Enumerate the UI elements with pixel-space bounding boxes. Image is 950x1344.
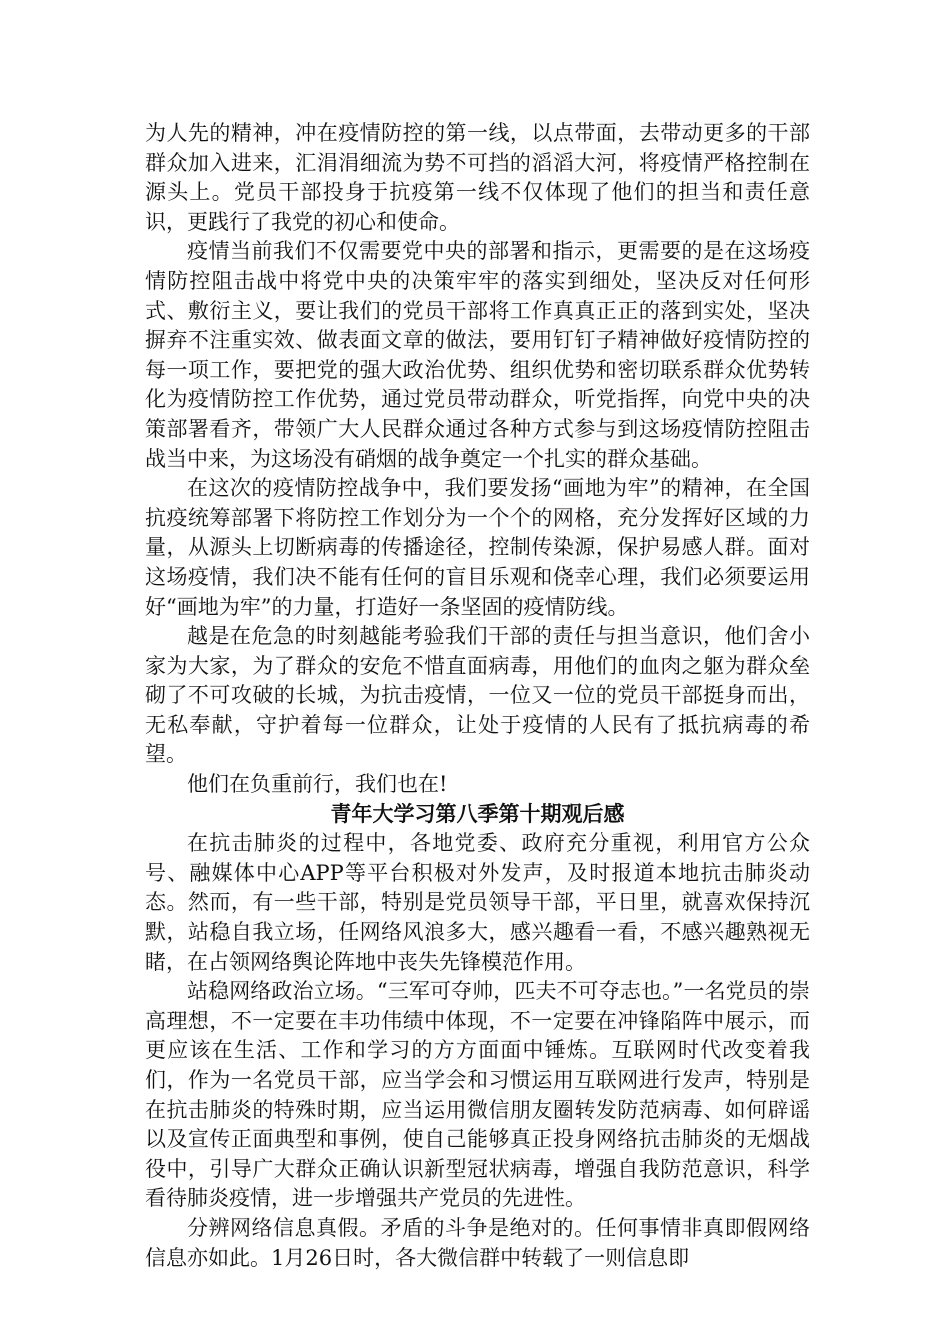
body-paragraph: 他们在负重前行，我们也在!: [187, 772, 448, 797]
body-paragraph: 疫情当前我们不仅需要党中央的部署和指示，更需要的是在这场疫情防控阻击战中将党中央的决策牢牢的落实到细处，坚决反对任何形式、敷衍主义，要让我们的党员干部将工作真真正正的落到实处，坚决摒弃不注重实效、做表面文章的做法，要用钉钉子精神做好疫情防控的每一项工作，要把党的强大政治优势、组织优势和密切联系群众优势转化为疫情防控工作优势，通过党员带动群众，听党指挥，向党中央的决策部署看齐，带领广大人民群众通过各种方式参与到这场疫情防控阻击战当中来，为这场没有硝烟的战争奠定一个扎实的群众基础。: [145, 239, 810, 471]
body-paragraph: 为人先的精神，冲在疫情防控的第一线，以点带面，去带动更多的干部群众加入进来，汇涓涓细流为势不可挡的滔滔大河，将疫情严格控制在源头上。党员干部投身于抗疫第一线不仅体现了他们的担当和责任意识，更践行了我党的初心和使命。: [145, 121, 810, 234]
document-page: [145, 119, 810, 1273]
body-paragraph: 在这次的疫情防控战争中，我们要发扬“画地为牢”的精神，在全国抗疫统筹部署下将防控工作划分为一个个的网格，充分发挥好区域的力量，从源头上切断病毒的传播途径，控制传染源，保护易感人群。面对这场疫情，我们决不能有任何的盲目乐观和侥幸心理，我们必须要运用好“画地为牢”的力量，打造好一条坚固的疫情防线。: [145, 476, 810, 619]
body-paragraph: 越是在危急的时刻越能考验我们干部的责任与担当意识，他们舍小家为大家，为了群众的安危不惜直面病毒，用他们的血肉之躯为群众垒砌了不可攻破的长城，为抗击疫情，一位又一位的党员干部挺身而出，无私奉献，守护着每一位群众，让处于疫情的人民有了抵抗病毒的希望。: [145, 624, 810, 767]
body-paragraph: 分辨网络信息真假。矛盾的斗争是绝对的。任何事情非真即假网络信息亦如此。1月26日时，各大微信群中转载了一则信息即: [145, 1215, 810, 1270]
body-paragraph: 在抗击肺炎的过程中，各地党委、政府充分重视，利用官方公众号、融媒体中心APP等平台积极对外发声，及时报道本地抗击肺炎动态。然而，有一些干部，特别是党员领导干部，平日里，就喜欢保持沉默，站稳自我立场，任网络风浪多大，感兴趣看一看，不感兴趣熟视无睹，在占领网络舆论阵地中丧失先锋模范作用。: [145, 831, 810, 974]
body-paragraph: 站稳网络政治立场。“三军可夺帅，匹夫不可夺志也。”一名党员的崇高理想，不一定要在丰功伟绩中体现，不一定要在冲锋陷阵中展示，而更应该在生活、工作和学习的方方面面中锤炼。互联网时代改变着我们，作为一名党员干部，应当学会和习惯运用互联网进行发声，特别是在抗击肺炎的特殊时期，应当运用微信朋友圈转发防范病毒、如何辟谣以及宣传正面典型和事例，使自己能够真正投身网络抗击肺炎的无烟战役中，引导广大群众正确认识新型冠状病毒，增强自我防范意识，科学看待肺炎疫情，进一步增强共产党员的先进性。: [145, 979, 810, 1211]
section-title: 青年大学习第八季第十期观后感: [330, 801, 625, 826]
